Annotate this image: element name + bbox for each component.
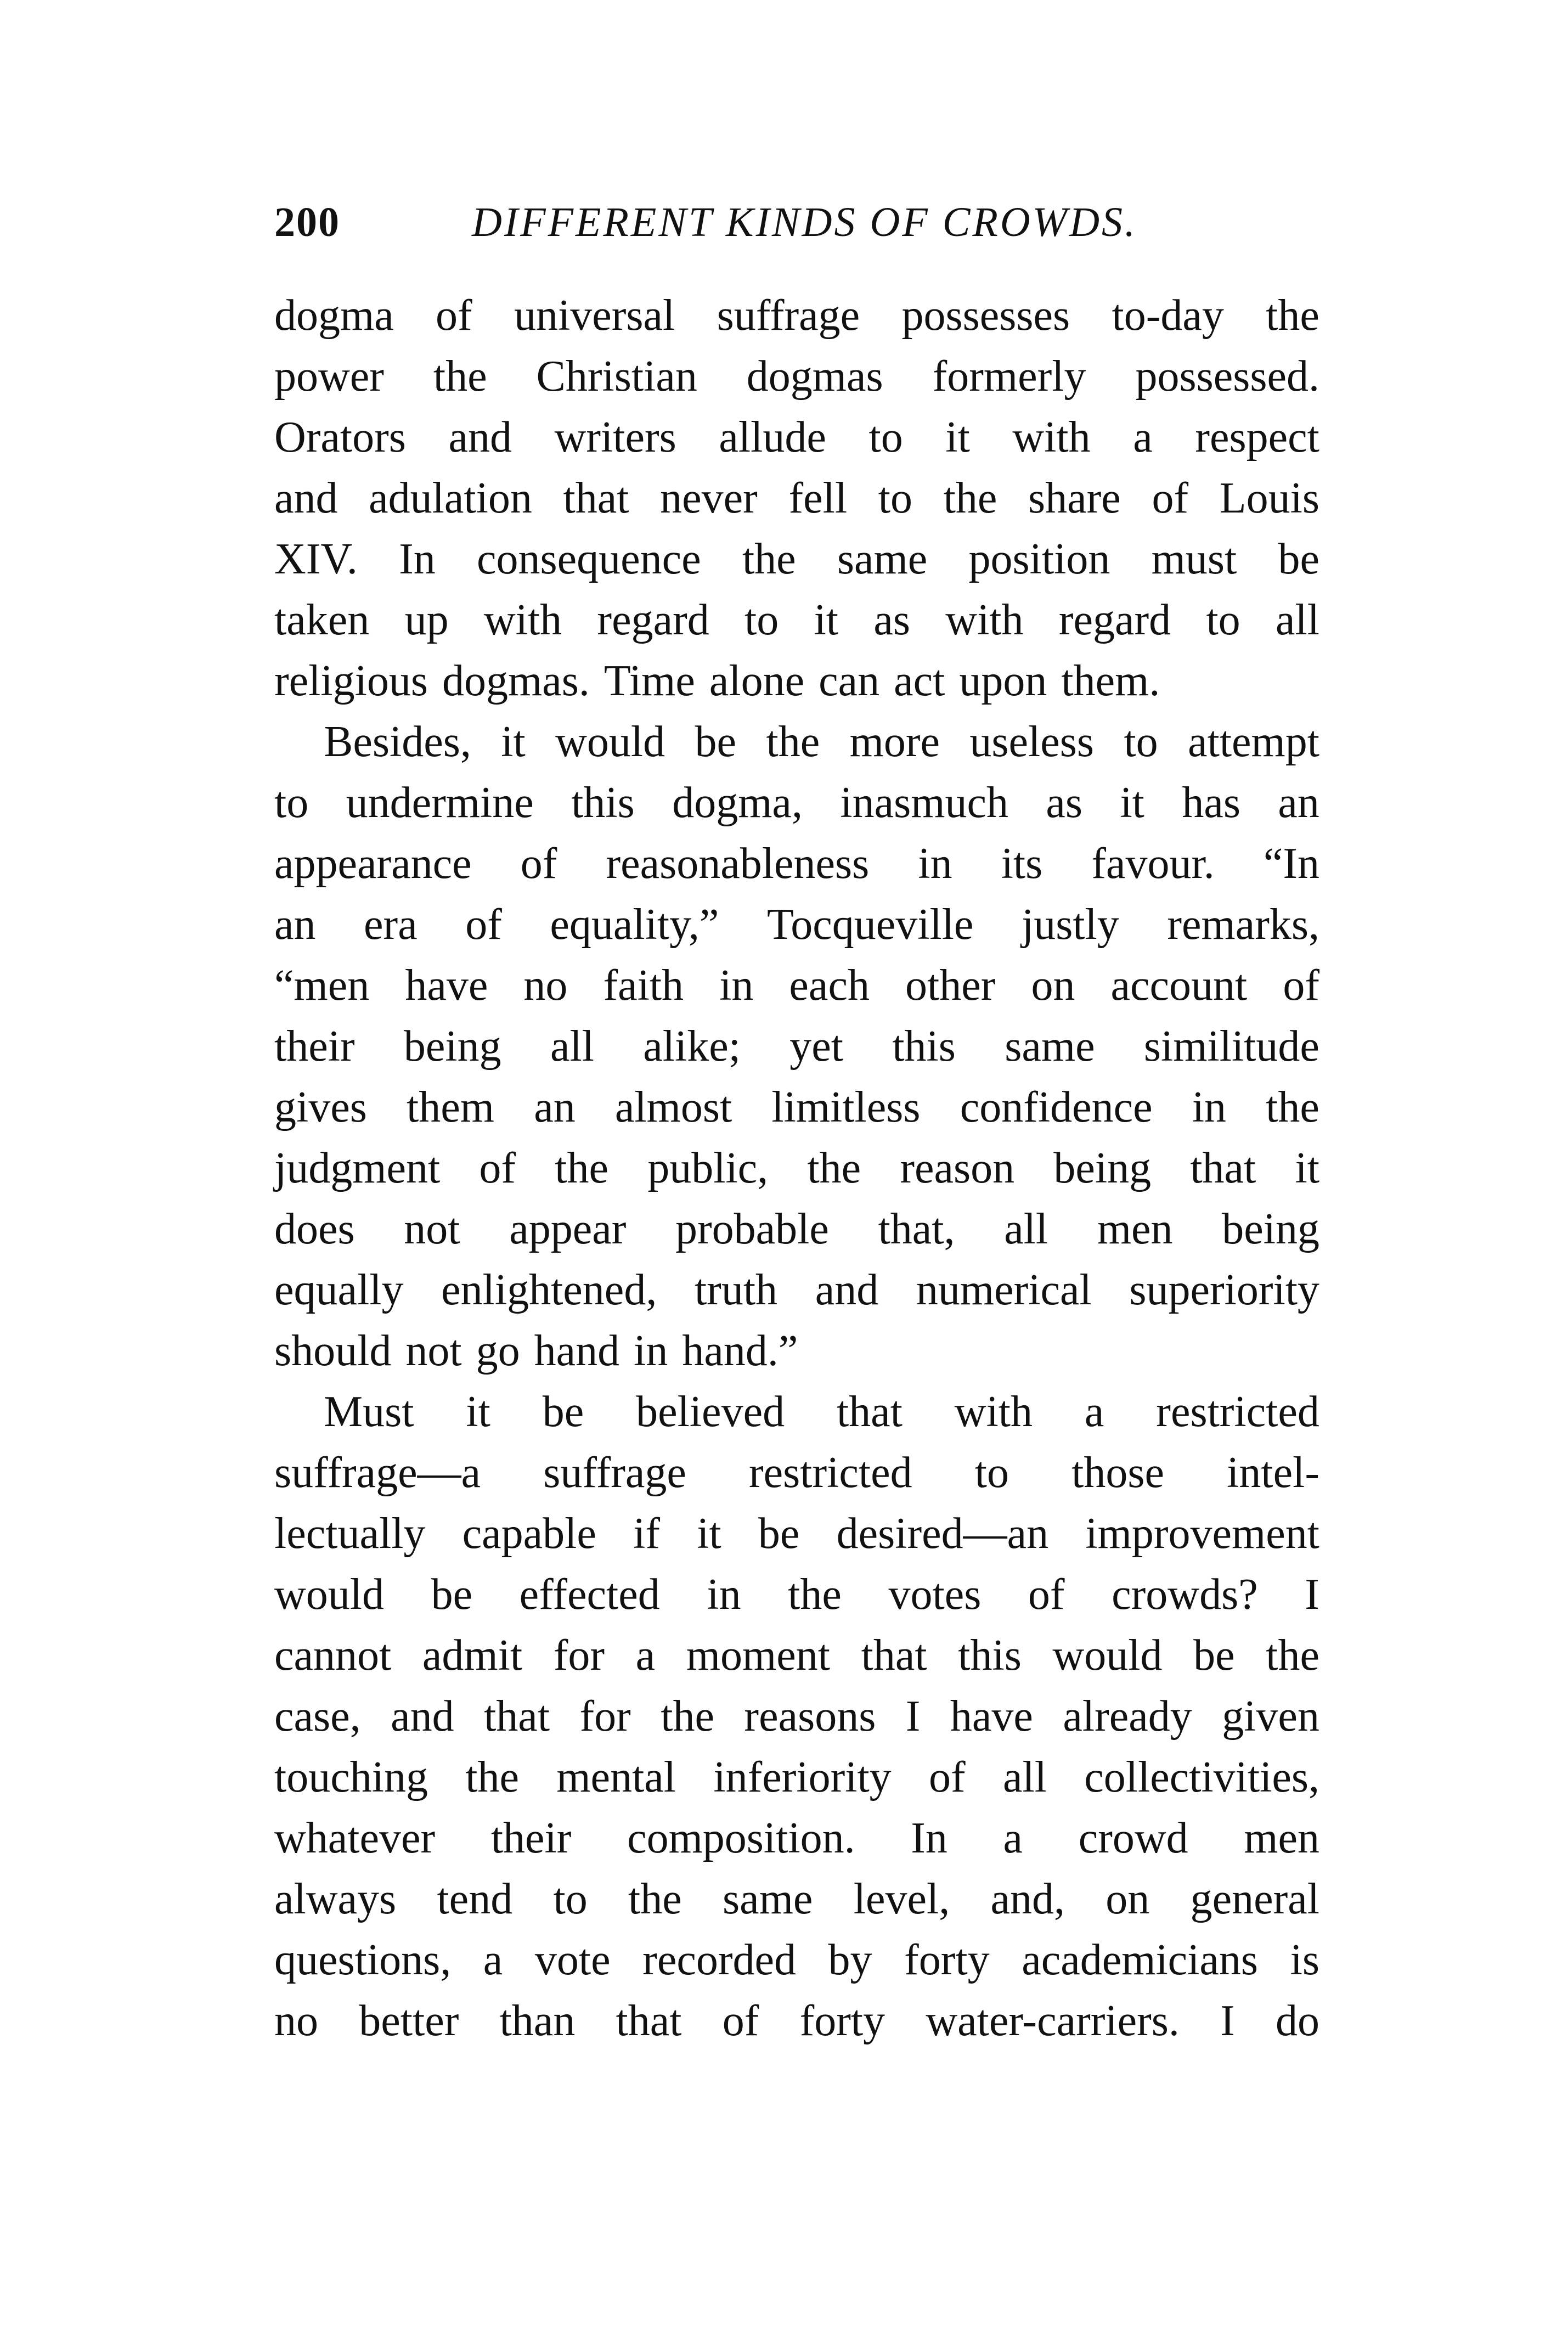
word: a: [1003, 1814, 1023, 1862]
word: to: [744, 596, 779, 644]
word: them.: [1061, 657, 1160, 705]
word: of: [479, 1144, 516, 1192]
word: regard: [1058, 596, 1171, 644]
word: be: [431, 1570, 473, 1619]
word: Tocqueville: [766, 900, 974, 949]
word: intel-: [1227, 1449, 1319, 1497]
word: up: [404, 596, 449, 644]
text-line: [274, 346, 1319, 407]
word: taken: [274, 596, 370, 644]
text-line: [274, 1016, 1319, 1077]
word: gives: [274, 1083, 367, 1131]
text-line: [274, 529, 1319, 590]
word: by: [828, 1936, 872, 1984]
word: has: [1182, 779, 1240, 827]
word: respect: [1195, 413, 1319, 461]
word: effected: [519, 1570, 660, 1619]
word: composition.: [627, 1814, 855, 1862]
word: crowd: [1078, 1814, 1188, 1862]
body-text: [274, 285, 1319, 2052]
word: the: [465, 1753, 520, 1801]
word: touching: [274, 1753, 428, 1801]
word: in: [719, 961, 754, 1010]
word: universal: [514, 291, 675, 340]
word: suffrage: [717, 291, 860, 340]
word: yet: [789, 1022, 843, 1071]
word: than: [499, 1997, 576, 2045]
word: reasons: [744, 1692, 876, 1741]
word: tend: [437, 1875, 513, 1923]
text-line: [274, 833, 1319, 894]
word: reason: [900, 1144, 1015, 1192]
word: water-carriers.: [926, 1997, 1180, 2045]
word: being: [1053, 1144, 1152, 1192]
word: a: [1084, 1388, 1104, 1436]
word: moment: [686, 1631, 830, 1680]
word: dogmas.: [442, 657, 590, 705]
word: in: [634, 1327, 668, 1375]
word: to: [1206, 596, 1240, 644]
word: inferiority: [713, 1753, 892, 1801]
word: be: [1193, 1631, 1235, 1680]
word: of: [722, 1997, 759, 2045]
word: in: [707, 1570, 741, 1619]
word: academicians: [1022, 1936, 1259, 1984]
text-line: [274, 407, 1319, 468]
word: no: [523, 961, 568, 1010]
word: improvement: [1085, 1510, 1319, 1558]
text-line: [274, 1443, 1319, 1503]
word: to: [553, 1875, 588, 1923]
word: be: [1278, 535, 1319, 583]
word: hand.”: [682, 1327, 798, 1375]
word: an: [1278, 779, 1319, 827]
word: and: [274, 474, 338, 522]
text-line: [274, 285, 1319, 346]
text-line: [274, 1564, 1319, 1625]
word: on: [1106, 1875, 1150, 1923]
word: Must: [324, 1388, 414, 1436]
word: public,: [647, 1144, 769, 1192]
word: and: [391, 1692, 454, 1741]
word: this: [892, 1022, 956, 1071]
word: I: [905, 1692, 921, 1741]
word: of: [1283, 961, 1319, 1010]
word: dogmas: [746, 352, 883, 401]
word: adulation: [369, 474, 532, 522]
word: being: [403, 1022, 501, 1071]
word: I: [1305, 1570, 1319, 1619]
word: possessed.: [1135, 352, 1319, 401]
word: same: [1005, 1022, 1095, 1071]
word: to: [974, 1449, 1009, 1497]
word: remarks,: [1167, 900, 1319, 949]
word: it: [1120, 779, 1144, 827]
word: the: [1266, 291, 1319, 340]
word: believed: [636, 1388, 785, 1436]
word: those: [1071, 1449, 1164, 1497]
word: to-day: [1112, 291, 1224, 340]
word: to: [274, 779, 309, 827]
word: of: [1028, 1570, 1065, 1619]
word: a: [483, 1936, 503, 1984]
word: mental: [556, 1753, 676, 1801]
word: for: [553, 1631, 605, 1680]
word: being: [1222, 1205, 1319, 1253]
word: upon: [959, 657, 1047, 705]
text-line: [274, 1625, 1319, 1686]
text-line: [274, 1930, 1319, 1991]
page-number: 200: [274, 199, 340, 245]
word: their: [274, 1022, 355, 1071]
word: more: [849, 718, 940, 766]
word: probable: [675, 1205, 829, 1253]
word: all: [550, 1022, 594, 1071]
word: and: [448, 413, 512, 461]
word: not: [405, 1327, 462, 1375]
text-line: [274, 955, 1319, 1016]
text-line: [274, 1747, 1319, 1808]
word: this: [571, 779, 635, 827]
word: undermine: [346, 779, 534, 827]
word: it: [945, 413, 970, 461]
word: that: [861, 1631, 927, 1680]
word: inasmuch: [840, 779, 1008, 827]
word: men: [1097, 1205, 1173, 1253]
word: it: [466, 1388, 490, 1436]
word: useless: [969, 718, 1095, 766]
word: faith: [603, 961, 684, 1010]
word: collectivities,: [1084, 1753, 1319, 1801]
word: truth: [694, 1266, 778, 1314]
word: the: [943, 474, 997, 522]
word: already: [1063, 1692, 1192, 1741]
word: the: [1266, 1083, 1319, 1131]
word: votes: [888, 1570, 982, 1619]
word: all: [1276, 596, 1319, 644]
word: should: [274, 1327, 392, 1375]
text-line: [274, 1138, 1319, 1199]
word: superiority: [1129, 1266, 1319, 1314]
text-line: [274, 590, 1319, 651]
word: of: [1152, 474, 1189, 522]
word: vote: [534, 1936, 611, 1984]
word: is: [1290, 1936, 1319, 1984]
word: it: [814, 596, 839, 644]
word: reasonableness: [606, 840, 870, 888]
word: better: [359, 1997, 459, 2045]
word: Louis: [1219, 474, 1319, 522]
text-line: [274, 894, 1319, 955]
text-line: [274, 651, 1319, 712]
word: on: [1031, 961, 1075, 1010]
word: In: [399, 535, 436, 583]
word: to: [1124, 718, 1158, 766]
word: Besides,: [324, 718, 471, 766]
word: a: [635, 1631, 656, 1680]
word: favour.: [1091, 840, 1215, 888]
word: possesses: [901, 291, 1070, 340]
word: men: [1244, 1814, 1319, 1862]
word: can: [819, 657, 880, 705]
word: the: [628, 1875, 682, 1923]
word: restricted: [1156, 1388, 1319, 1436]
word: share: [1028, 474, 1121, 522]
word: that: [836, 1388, 903, 1436]
word: fell: [788, 474, 848, 522]
word: justly: [1021, 900, 1119, 949]
word: suffrage—a: [274, 1449, 481, 1497]
word: the: [742, 535, 796, 583]
word: dogma: [274, 291, 394, 340]
word: as: [873, 596, 910, 644]
word: Time: [603, 657, 695, 705]
text-line: [274, 1321, 1319, 1382]
word: an: [534, 1083, 576, 1131]
text-line: [274, 1991, 1319, 2052]
word: era: [364, 900, 418, 949]
word: do: [1275, 1997, 1319, 2045]
word: cannot: [274, 1631, 392, 1680]
word: given: [1222, 1692, 1319, 1741]
running-head: [274, 189, 1317, 255]
word: must: [1151, 535, 1237, 583]
word: alone: [709, 657, 805, 705]
word: with: [1012, 413, 1091, 461]
word: their: [490, 1814, 572, 1862]
word: “men: [274, 961, 370, 1010]
word: would: [555, 718, 665, 766]
word: each: [789, 961, 870, 1010]
word: that,: [878, 1205, 955, 1253]
word: the: [661, 1692, 714, 1741]
word: never: [660, 474, 758, 522]
word: confidence: [960, 1083, 1153, 1131]
word: of: [436, 291, 472, 340]
word: not: [404, 1205, 460, 1253]
word: all: [1002, 1753, 1047, 1801]
word: that: [563, 474, 629, 522]
word: Christian: [536, 352, 697, 401]
word: a: [1133, 413, 1153, 461]
word: it: [1295, 1144, 1319, 1192]
word: judgment: [274, 1144, 441, 1192]
word: go: [476, 1327, 520, 1375]
word: it: [697, 1510, 721, 1558]
text-line: [274, 1869, 1319, 1930]
word: admit: [422, 1631, 523, 1680]
word: that: [616, 1997, 682, 2045]
word: desired—an: [836, 1510, 1049, 1558]
word: other: [905, 961, 996, 1010]
word: have: [405, 961, 488, 1010]
word: the: [555, 1144, 608, 1192]
word: formerly: [932, 352, 1086, 401]
word: would: [274, 1570, 384, 1619]
word: no: [274, 1997, 318, 2045]
word: as: [1046, 779, 1083, 827]
word: whatever: [274, 1814, 436, 1862]
word: similitude: [1143, 1022, 1319, 1071]
word: the: [1266, 1631, 1319, 1680]
text-line: [274, 468, 1319, 529]
word: XIV.: [274, 535, 358, 583]
word: the: [766, 718, 820, 766]
word: equality,”: [550, 900, 719, 949]
word: all: [1004, 1205, 1048, 1253]
word: appearance: [274, 840, 472, 888]
text-line: [274, 1077, 1319, 1138]
word: an: [274, 900, 316, 949]
word: attempt: [1188, 718, 1319, 766]
word: lectually: [274, 1510, 426, 1558]
text-line: [274, 1808, 1319, 1869]
word: same: [837, 535, 928, 583]
word: and,: [990, 1875, 1065, 1923]
word: restricted: [749, 1449, 912, 1497]
word: In: [911, 1814, 947, 1862]
word: enlightened,: [441, 1266, 657, 1314]
word: numerical: [916, 1266, 1092, 1314]
word: that: [484, 1692, 550, 1741]
word: be: [758, 1510, 800, 1558]
word: for: [579, 1692, 631, 1741]
word: the: [807, 1144, 861, 1192]
word: forty: [904, 1936, 990, 1984]
word: questions,: [274, 1936, 452, 1984]
word: this: [958, 1631, 1022, 1680]
text-line: [274, 712, 1319, 773]
word: if: [633, 1510, 661, 1558]
word: same: [723, 1875, 813, 1923]
word: act: [894, 657, 945, 705]
word: it: [501, 718, 526, 766]
word: level,: [853, 1875, 950, 1923]
word: to: [868, 413, 903, 461]
word: power: [274, 352, 384, 401]
word: of: [465, 900, 502, 949]
word: of: [520, 840, 557, 888]
word: that: [1190, 1144, 1256, 1192]
word: its: [1001, 840, 1043, 888]
word: I: [1220, 1997, 1235, 2045]
word: almost: [614, 1083, 732, 1131]
word: be: [542, 1388, 584, 1436]
word: them: [407, 1083, 495, 1131]
word: the: [788, 1570, 842, 1619]
word: alike;: [643, 1022, 741, 1071]
text-line: [274, 773, 1319, 833]
word: case,: [274, 1692, 361, 1741]
word: recorded: [642, 1936, 796, 1984]
word: in: [918, 840, 952, 888]
word: hand: [534, 1327, 620, 1375]
word: with: [483, 596, 562, 644]
word: allude: [719, 413, 826, 461]
word: of: [929, 1753, 966, 1801]
running-title: DIFFERENT KINDS OF CROWDS.: [472, 199, 1137, 245]
word: limitless: [771, 1083, 921, 1131]
word: always: [274, 1875, 397, 1923]
word: dogma,: [672, 779, 803, 827]
word: equally: [274, 1266, 404, 1314]
word: “In: [1263, 840, 1319, 888]
word: regard: [597, 596, 709, 644]
word: crowds?: [1112, 1570, 1258, 1619]
word: consequence: [477, 535, 701, 583]
word: capable: [462, 1510, 596, 1558]
word: general: [1190, 1875, 1319, 1923]
word: religious: [274, 657, 428, 705]
word: with: [945, 596, 1024, 644]
text-line: [274, 1382, 1319, 1443]
word: does: [274, 1205, 355, 1253]
word: account: [1110, 961, 1248, 1010]
text-line: [274, 1199, 1319, 1260]
word: the: [433, 352, 487, 401]
text-line: [274, 1260, 1319, 1321]
text-line: [274, 1503, 1319, 1564]
word: position: [968, 535, 1110, 583]
word: in: [1192, 1083, 1226, 1131]
word: with: [954, 1388, 1033, 1436]
word: and: [815, 1266, 879, 1314]
word: have: [950, 1692, 1033, 1741]
word: writers: [554, 413, 676, 461]
text-line: [274, 1686, 1319, 1747]
word: be: [695, 718, 737, 766]
word: to: [878, 474, 912, 522]
word: Orators: [274, 413, 406, 461]
word: appear: [509, 1205, 627, 1253]
word: forty: [799, 1997, 885, 2045]
word: suffrage: [543, 1449, 686, 1497]
word: would: [1052, 1631, 1163, 1680]
